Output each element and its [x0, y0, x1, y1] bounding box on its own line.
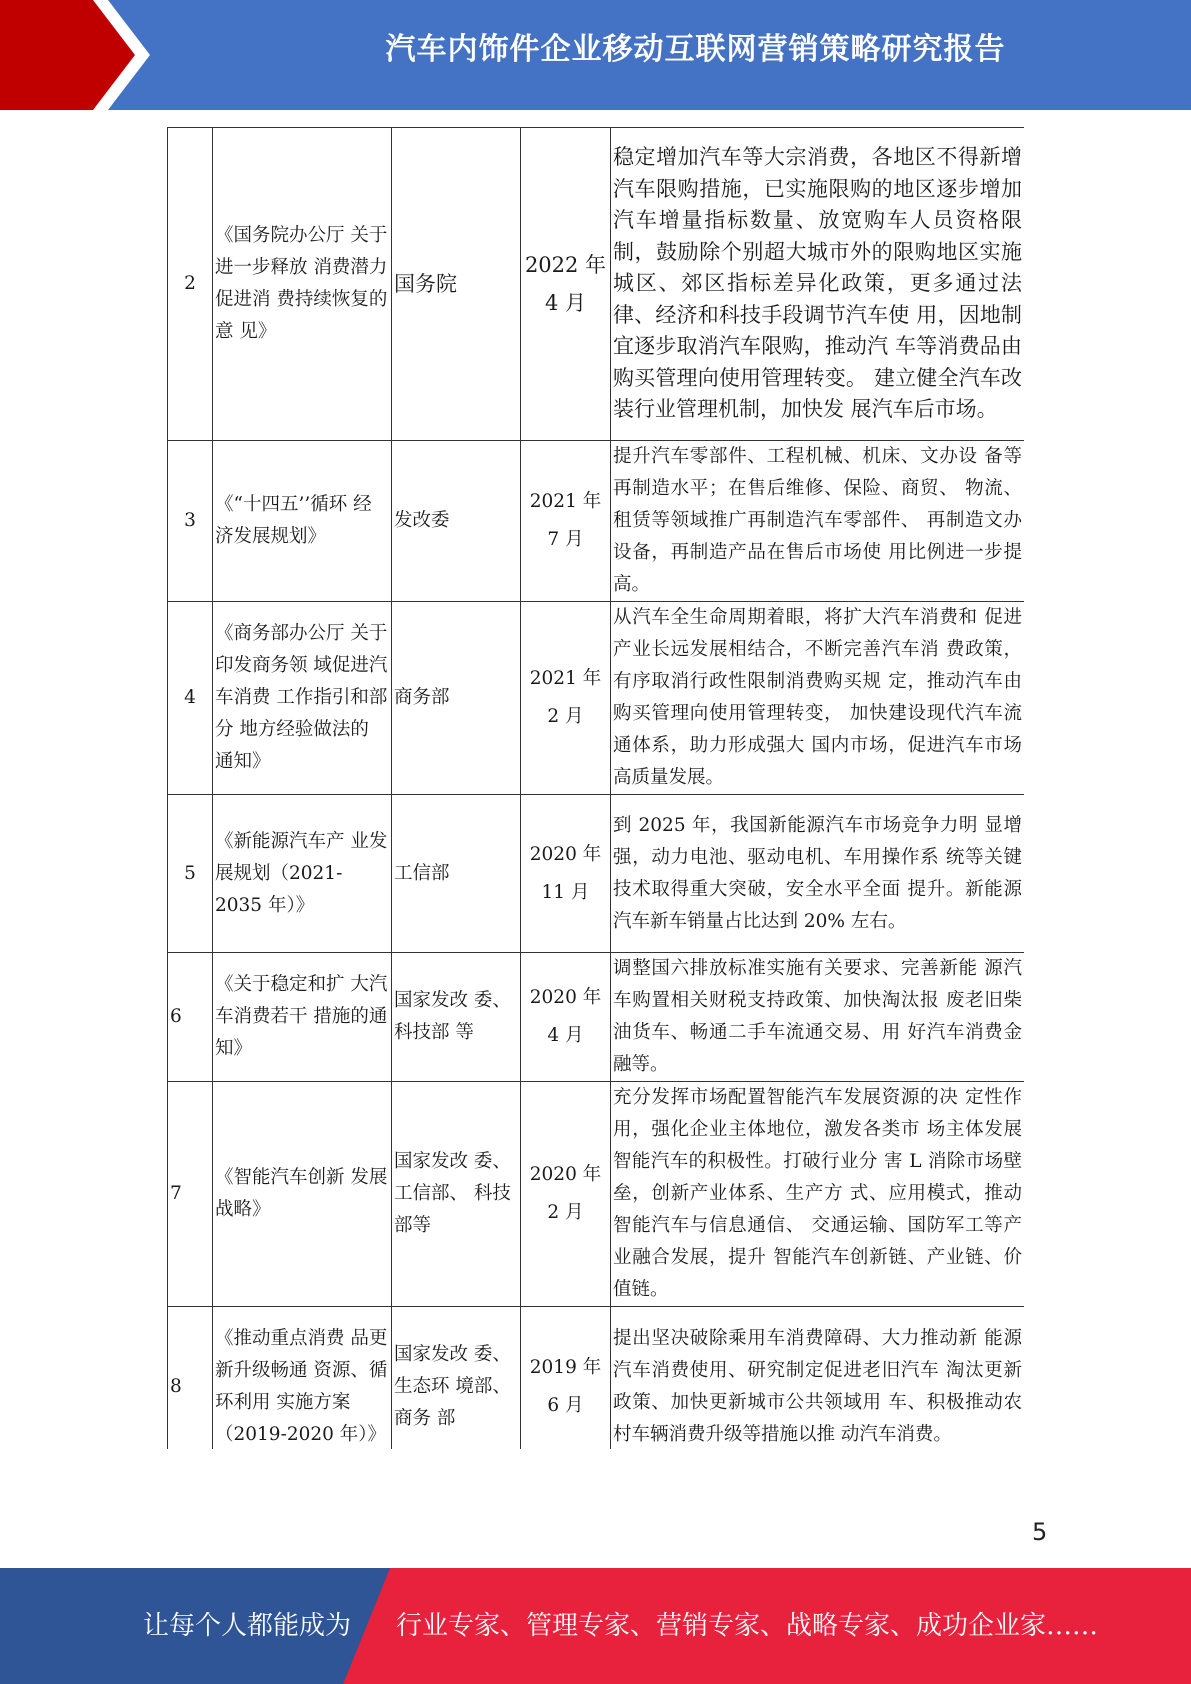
footer-slogan-right: 行业专家、管理专家、营销专家、战略专家、成功企业家……	[396, 1611, 1099, 1641]
page-header	[0, 0, 1191, 110]
header-red-arrow	[0, 0, 150, 110]
policy-table	[167, 127, 1024, 1449]
issue-date: 2020 年 2 月	[521, 1082, 611, 1307]
table-row	[168, 1307, 1025, 1450]
policy-content: 提出坚决破除乘用车消费障碍、大力推动新 能源汽车消费使用、研究制定促进老旧汽车 淘汰更新政策、加快更新城市公共领域用 车、积极推动农村车辆消费升级等措施以推 动汽车消费。	[611, 1307, 1025, 1450]
policy-document: 《商务部办公厅 关于印发商务领 域促进汽车消费 工作指引和部分 地方经验做法的 通知》	[213, 602, 392, 795]
row-number: 5	[168, 795, 213, 953]
issuing-department: 商务部	[392, 602, 521, 795]
page-footer	[0, 1568, 1191, 1684]
page-number: 5	[1032, 1518, 1048, 1546]
issue-date: 2021 年 2 月	[521, 602, 611, 795]
row-number: 2	[168, 128, 213, 441]
policy-document: 《国务院办公厅 关于进一步释放 消费潜力促进消 费持续恢复的意 见》	[213, 128, 392, 441]
policy-document: 《推动重点消费 品更新升级畅通 资源、循环利用 实施方案（2019-2020 年）》	[213, 1307, 392, 1450]
issue-date: 2020 年 4 月	[521, 953, 611, 1082]
row-number: 4	[168, 602, 213, 795]
table-row	[168, 602, 1025, 795]
issuing-department: 国家发改 委、生态环 境部、商务 部	[392, 1307, 521, 1450]
issue-date: 2022 年 4 月	[521, 128, 611, 441]
row-number: 3	[168, 441, 213, 602]
table-row	[168, 128, 1025, 441]
table-row	[168, 953, 1025, 1082]
row-number: 6	[168, 953, 213, 1082]
policy-document: 《“十四五’’循环 经济发展规划》	[213, 441, 392, 602]
policy-content: 充分发挥市场配置智能汽车发展资源的决 定性作用，强化企业主体地位，激发各类市 场主体发展智能汽车的积极性。打破行业分 害 L 消除市场壁垒，创新产业体系、生产方 式、应用模式，推动智能汽车与信息通信、 交通运输、国防军工等产业融合发展，提升 智能汽车创新链、产业链、价值链。	[611, 1082, 1025, 1307]
policy-content: 稳定增加汽车等大宗消费，各地区不得新增汽车限购措施，已实施限购的地区逐步增加汽车增量指标数量、放宽购车人员资格限制，鼓励除个别超大城市外的限购地区实施城区、郊区指标差异化政策，更多通过法律、经济和科技手段调节汽车使 用，因地制宜逐步取消汽车限购，推动汽 车等消费品由购买管理向使用管理转变。 建立健全汽车改装行业管理机制，加快发 展汽车后市场。	[611, 128, 1025, 441]
issue-date: 2020 年 11 月	[521, 795, 611, 953]
issuing-department: 工信部	[392, 795, 521, 953]
issuing-department: 国家发改 委、工信部、 科技部等	[392, 1082, 521, 1307]
table-row	[168, 1082, 1025, 1307]
footer-slogan-left: 让每个人都能成为	[143, 1611, 352, 1641]
table-row	[168, 795, 1025, 953]
policy-document: 《智能汽车创新 发展战略》	[213, 1082, 392, 1307]
policy-content: 到 2025 年，我国新能源汽车市场竞争力明 显增强，动力电池、驱动电机、车用操作系 统等关键技术取得重大突破，安全水平全面 提升。新能源汽车新车销量占比达到 20% 左右。	[611, 795, 1025, 953]
issue-date: 2021 年 7 月	[521, 441, 611, 602]
policy-content: 提升汽车零部件、工程机械、机床、文办设 备等再制造水平；在售后维修、保险、商贸、 物流、租赁等领域推广再制造汽车零部件、 再制造文办设备，再制造产品在售后市场使 用比例进一步提高。	[611, 441, 1025, 602]
row-number: 7	[168, 1082, 213, 1307]
policy-content: 调整国六排放标准实施有关要求、完善新能 源汽车购置相关财税支持政策、加快淘汰报 废老旧柴油货车、畅通二手车流通交易、用 好汽车消费金融等。	[611, 953, 1025, 1082]
issue-date: 2019 年 6 月	[521, 1307, 611, 1450]
issuing-department: 国务院	[392, 128, 521, 441]
policy-table-container	[167, 127, 1024, 1449]
policy-content: 从汽车全生命周期着眼，将扩大汽车消费和 促进产业长远发展相结合，不断完善汽车消 费政策，有序取消行政性限制消费购买规 定，推动汽车由购买管理向使用管理转变， 加快建设现代汽车流通体系，助力形成强大 国内市场，促进汽车市场高质量发展。	[611, 602, 1025, 795]
report-title: 汽车内饰件企业移动互联网营销策略研究报告	[385, 32, 1006, 67]
row-number: 8	[168, 1307, 213, 1450]
issuing-department: 国家发改 委、科技部 等	[392, 953, 521, 1082]
policy-document: 《新能源汽车产 业发展规划（2021-2035 年）》	[213, 795, 392, 953]
issuing-department: 发改委	[392, 441, 521, 602]
table-row	[168, 441, 1025, 602]
policy-document: 《关于稳定和扩 大汽车消费若干 措施的通知》	[213, 953, 392, 1082]
